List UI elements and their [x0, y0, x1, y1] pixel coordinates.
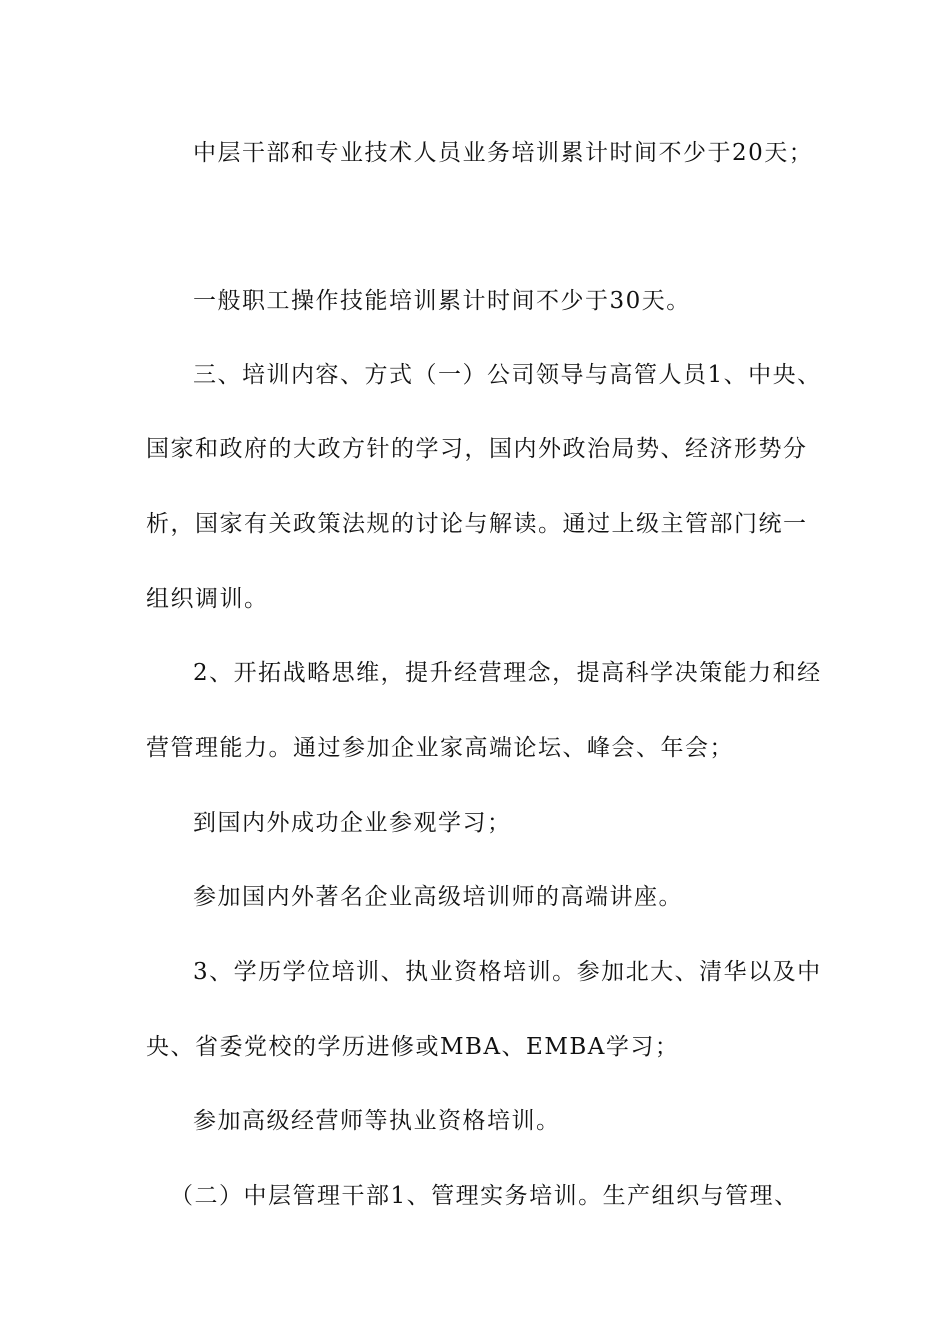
- paragraph-line: 组织调训。: [146, 586, 269, 612]
- paragraph-line: 国家和政府的大政方针的学习，国内外政治局势、经济形势分: [146, 436, 808, 462]
- paragraph-line: 一般职工操作技能培训累计时间不少于30天。: [193, 288, 691, 314]
- paragraph-line: 到国内外成功企业参观学习；: [193, 810, 512, 836]
- paragraph-line: 三、培训内容、方式（一）公司领导与高管人员1、中央、: [193, 362, 822, 388]
- paragraph-line: 参加高级经营师等执业资格培训。: [193, 1108, 561, 1134]
- paragraph-line: 2、开拓战略思维，提升经营理念，提高科学决策能力和经: [193, 660, 822, 686]
- paragraph-line: 析，国家有关政策法规的讨论与解读。通过上级主管部门统一: [146, 511, 808, 537]
- paragraph-line: 营管理能力。通过参加企业家高端论坛、峰会、年会；: [146, 735, 734, 761]
- paragraph-line: （二）中层管理干部1、管理实务培训。生产组织与管理、: [170, 1183, 799, 1209]
- paragraph-line: 央、省委党校的学历进修或MBA、EMBA学习；: [146, 1034, 680, 1060]
- paragraph-line: 中层干部和专业技术人员业务培训累计时间不少于20天；: [193, 140, 814, 166]
- paragraph-line: 3、学历学位培训、执业资格培训。参加北大、清华以及中: [193, 959, 822, 985]
- paragraph-line: 参加国内外著名企业高级培训师的高端讲座。: [193, 884, 683, 910]
